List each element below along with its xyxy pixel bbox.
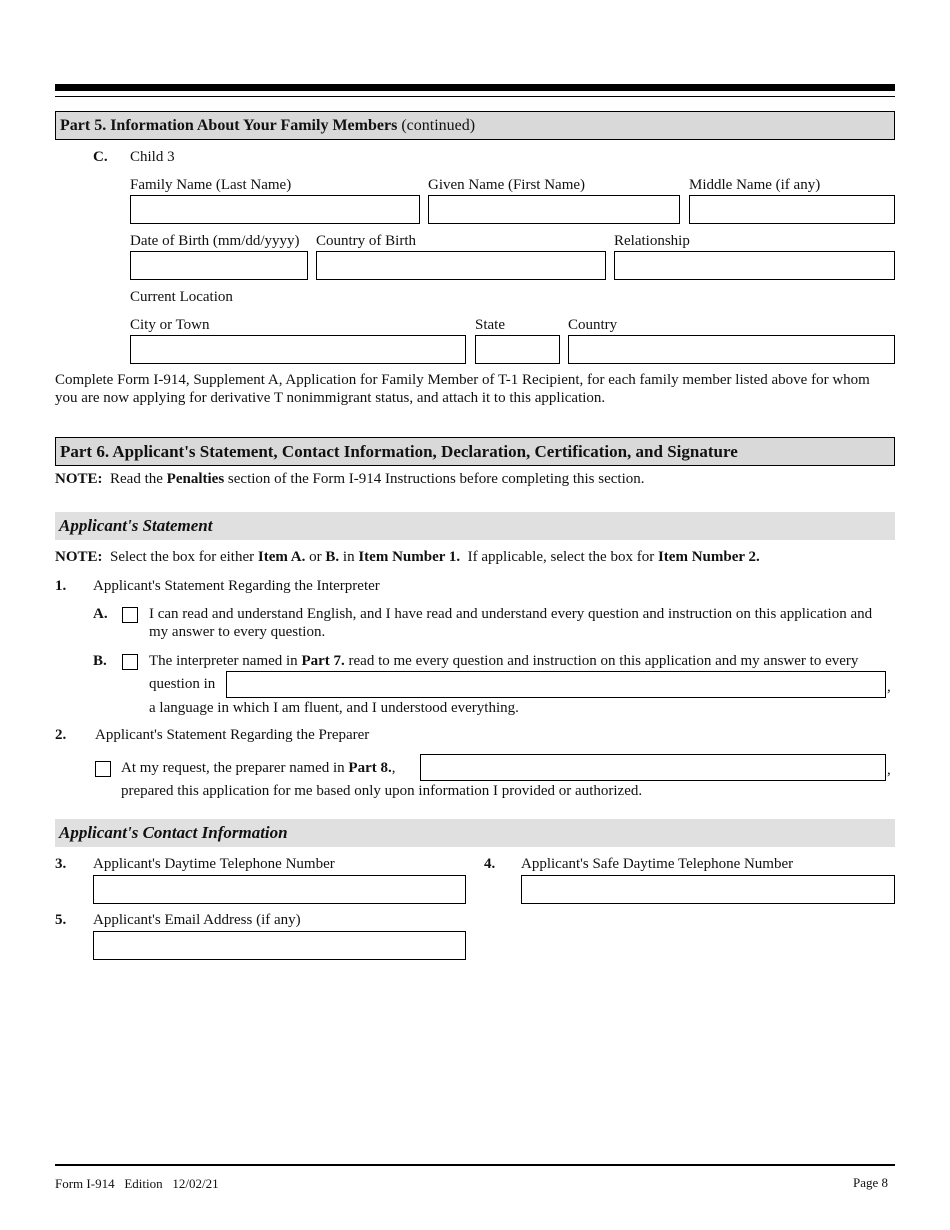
preparer-checkbox[interactable] — [95, 761, 111, 777]
country-birth-input[interactable] — [316, 251, 606, 280]
q3-label: Applicant's Daytime Telephone Number — [93, 856, 335, 872]
supplement-instruction: Complete Form I-914, Supplement A, Application for Family Member of T-1 Recipient, for each family member listed above for whom you are now applying for derivative T nonimmigrant status, and attach it to this application. — [55, 372, 870, 406]
note-prefix: NOTE: — [55, 471, 103, 487]
preparer-comma: , — [391, 760, 396, 776]
q2-number: 2. — [55, 727, 67, 743]
preparer-end-comma: , — [887, 762, 891, 778]
penalties-text: Penalties — [166, 471, 225, 487]
top-thick-rule — [55, 84, 895, 91]
country-birth-label: Country of Birth — [316, 233, 416, 249]
state-select[interactable] — [475, 335, 560, 364]
q5-number: 5. — [55, 912, 67, 928]
statement-note-item1: Item Number 1. — [358, 549, 461, 565]
statement-note-item2: Item Number 2. — [657, 549, 760, 565]
part5-header — [55, 111, 895, 140]
option-b-text-start: The interpreter named in — [149, 653, 302, 669]
footer-rule — [55, 1164, 895, 1166]
email-input[interactable] — [93, 931, 466, 960]
statement-note-itemA: Item A. — [257, 549, 306, 565]
safe-phone-input[interactable] — [521, 875, 895, 904]
statement-note-B: B. — [325, 549, 340, 565]
q1-label: Applicant's Statement Regarding the Interpreter — [93, 578, 380, 594]
note-text: Read the — [102, 471, 167, 487]
child3-label: Child 3 — [130, 149, 175, 165]
daytime-phone-input[interactable] — [93, 875, 466, 904]
family-name-label: Family Name (Last Name) — [130, 177, 292, 193]
option-b-letter: B. — [93, 653, 107, 669]
interpreter-language-input[interactable] — [226, 671, 886, 698]
preparer-text-start: At my request, the preparer named in — [121, 760, 349, 776]
preparer-input[interactable] — [420, 754, 886, 781]
q5-label: Applicant's Email Address (if any) — [93, 912, 301, 928]
part6-title: Part 6. Applicant's Statement, Contact Information, Declaration, Certification, and Signature — [60, 442, 738, 461]
middle-name-label: Middle Name (if any) — [689, 177, 821, 193]
country-label: Country — [568, 317, 618, 333]
part5-title: Part 5. Information About Your Family Members — [60, 117, 398, 134]
given-name-label: Given Name (First Name) — [428, 177, 586, 193]
statement-note-text: in — [339, 549, 359, 565]
part7-ref: Part 7. — [301, 653, 345, 669]
part5-title-suffix: (continued) — [397, 117, 476, 134]
state-label: State — [475, 317, 505, 333]
q3-number: 3. — [55, 856, 67, 872]
statement-note-text: If applicable, select the box for — [460, 549, 658, 565]
current-location-label: Current Location — [130, 289, 233, 305]
question-in-label: question in — [149, 676, 216, 692]
note-text-end: section of the Form I-914 Instructions before completing this section. — [224, 471, 645, 487]
part6-header — [55, 437, 895, 466]
option-b-checkbox[interactable] — [122, 654, 138, 670]
language-comma: , — [887, 679, 891, 695]
top-thin-rule — [55, 96, 895, 97]
preparer-text — [121, 759, 396, 777]
statement-note-text: or — [305, 549, 326, 565]
q2-label: Applicant's Statement Regarding the Preparer — [95, 727, 370, 743]
option-a-checkbox[interactable] — [122, 607, 138, 623]
statement-note-prefix: NOTE: — [55, 549, 103, 565]
footer-page-number: Page 8 — [853, 1175, 889, 1190]
country-input[interactable] — [568, 335, 895, 364]
statement-note-text: Select the box for either — [102, 549, 258, 565]
q4-label: Applicant's Safe Daytime Telephone Number — [521, 856, 794, 872]
option-b-text-2: a language in which I am fluent, and I understood everything. — [149, 700, 519, 716]
part8-ref: Part 8. — [348, 760, 392, 776]
contact-info-title: Applicant's Contact Information — [59, 823, 288, 842]
city-input[interactable] — [130, 335, 466, 364]
applicant-statement-title: Applicant's Statement — [59, 516, 213, 535]
option-a-text: I can read and understand English, and I have read and understand every question and instruction on this application and my answer to every question. — [149, 606, 873, 640]
dob-label: Date of Birth (mm/dd/yyyy) — [130, 233, 300, 249]
relationship-label: Relationship — [614, 233, 690, 249]
option-a-letter: A. — [93, 606, 108, 622]
given-name-input[interactable] — [428, 195, 680, 224]
preparer-text-2: prepared this application for me based only upon information I provided or authorized. — [121, 783, 643, 799]
option-b-text — [149, 652, 858, 670]
q4-number: 4. — [484, 856, 496, 872]
dob-input[interactable] — [130, 251, 308, 280]
option-b-text-end: read to me every question and instruction on this application and my answer to every — [344, 653, 859, 669]
family-name-input[interactable] — [130, 195, 420, 224]
contact-info-header — [55, 819, 895, 847]
footer-form-id: Form I-914 Edition 12/02/21 — [55, 1176, 219, 1191]
statement-note — [55, 548, 760, 566]
part6-note — [55, 470, 645, 488]
q1-number: 1. — [55, 578, 67, 594]
applicant-statement-header — [55, 512, 895, 540]
city-label: City or Town — [130, 317, 210, 333]
middle-name-input[interactable] — [689, 195, 895, 224]
relationship-input[interactable] — [614, 251, 895, 280]
child3-letter: C. — [93, 149, 108, 165]
